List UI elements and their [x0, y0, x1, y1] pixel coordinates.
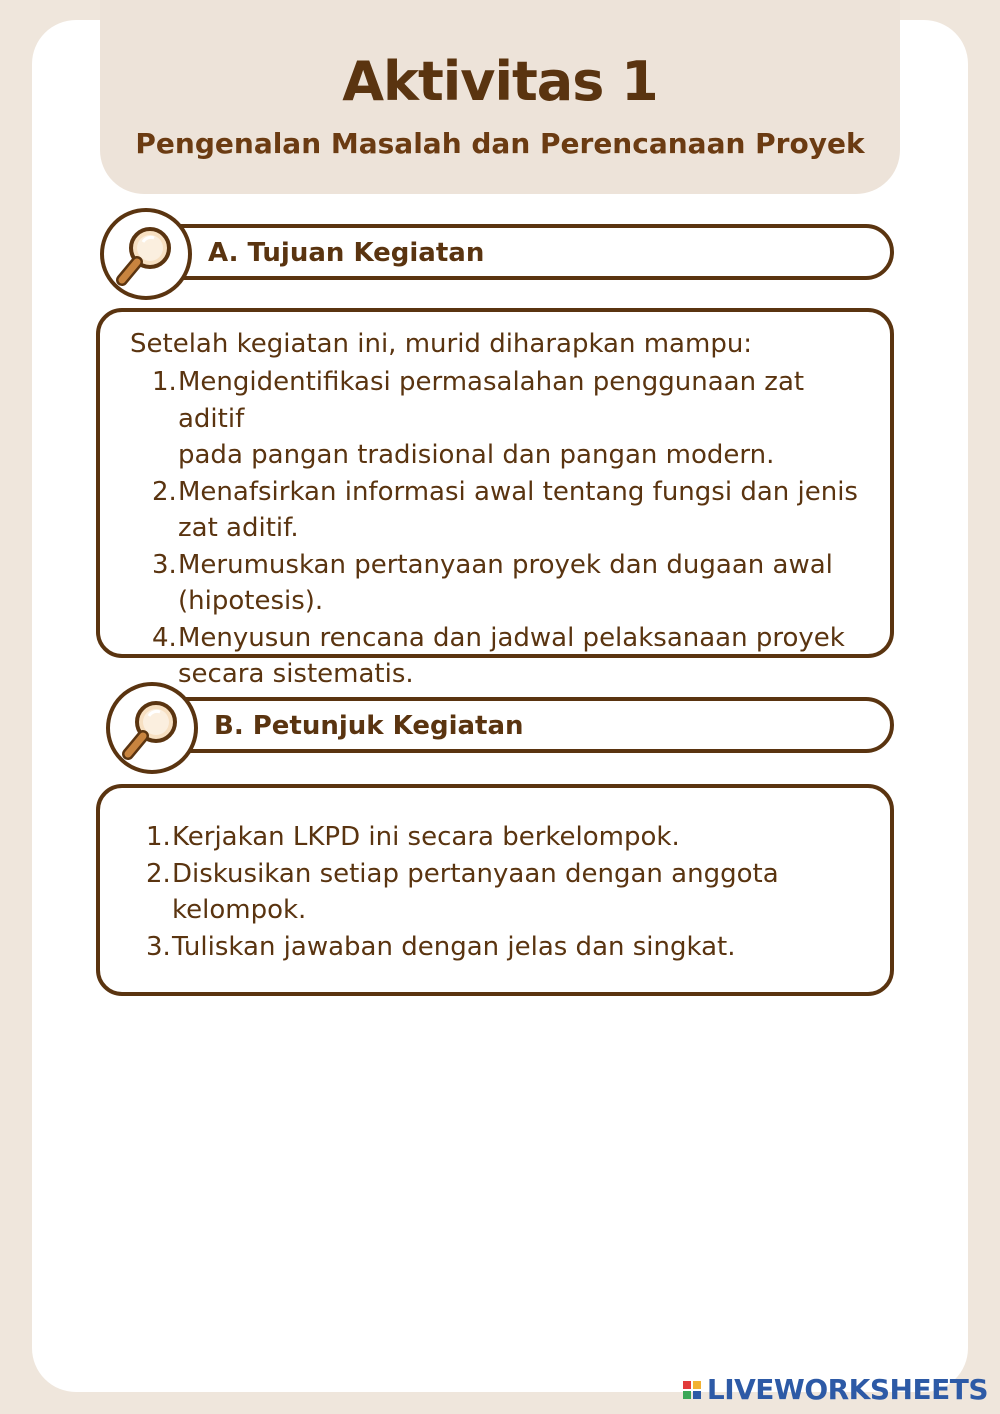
list-item [152, 547, 872, 620]
page-header [100, 0, 900, 194]
list-item-number: 4. [152, 622, 177, 653]
list-item-number: 1. [146, 822, 171, 852]
logo-text: LIVEWORKSHEETS [706, 1373, 988, 1406]
list-item-number: 3. [152, 549, 177, 580]
section-b-icon-badge [106, 682, 198, 774]
list-item-text: kelompok. [172, 895, 307, 925]
liveworksheets-logo [683, 1373, 988, 1406]
list-item-text: zat aditif. [178, 513, 299, 543]
list-item-text: Mengidentifikasi permasalahan penggunaan zat aditif [178, 367, 805, 434]
list-item-text: Tuliskan jawaban dengan jelas dan singkat. [172, 931, 736, 962]
list-item-number: 3. [146, 931, 171, 962]
page-subtitle: Pengenalan Masalah dan Perencanaan Proyek [135, 127, 865, 160]
list-item [152, 474, 872, 547]
list-item-text: Menafsirkan informasi awal tentang fungsi dan jenis [178, 476, 858, 507]
page-title: Aktivitas 1 [342, 50, 658, 113]
list-item-text: Menyusun rencana dan jadwal pelaksanaan proyek [178, 622, 845, 653]
list-item-text: (hipotesis). [178, 586, 324, 616]
section-b-header [136, 697, 894, 753]
logo-square [683, 1391, 691, 1399]
logo-square [693, 1391, 701, 1399]
list-item-number: 1. [152, 367, 177, 397]
list-item-number: 2. [146, 858, 171, 889]
list-item [146, 819, 866, 856]
list-item [152, 620, 872, 693]
section-a-intro: Setelah kegiatan ini, murid diharapkan mampu: [130, 329, 753, 359]
list-item-text: secara sistematis. [178, 659, 414, 689]
list-item [146, 929, 866, 966]
list-item-text: pada pangan tradisional dan pangan modern. [178, 440, 775, 470]
section-a-list [152, 364, 872, 693]
list-item-text: Kerjakan LKPD ini secara berkelompok. [172, 822, 680, 852]
section-a-label: A. Tujuan Kegiatan [208, 238, 485, 268]
list-item-text: Merumuskan pertanyaan proyek dan dugaan awal [178, 549, 833, 580]
section-b-list [146, 819, 866, 965]
list-item [152, 364, 872, 474]
magnifying-glass-icon [114, 220, 182, 294]
magnifying-glass-icon [120, 694, 188, 768]
list-item-number: 2. [152, 476, 177, 507]
section-a-icon-badge [100, 208, 192, 300]
logo-square [693, 1381, 701, 1389]
section-a-content-box [96, 308, 894, 689]
section-b-label: B. Petunjuk Kegiatan [214, 711, 524, 741]
logo-square [683, 1381, 691, 1389]
section-b-content-box [96, 784, 894, 996]
list-item [146, 856, 866, 929]
list-item-text: Diskusikan setiap pertanyaan dengan anggota [172, 858, 779, 889]
logo-squares-icon [683, 1381, 701, 1399]
section-a-header [130, 224, 894, 280]
